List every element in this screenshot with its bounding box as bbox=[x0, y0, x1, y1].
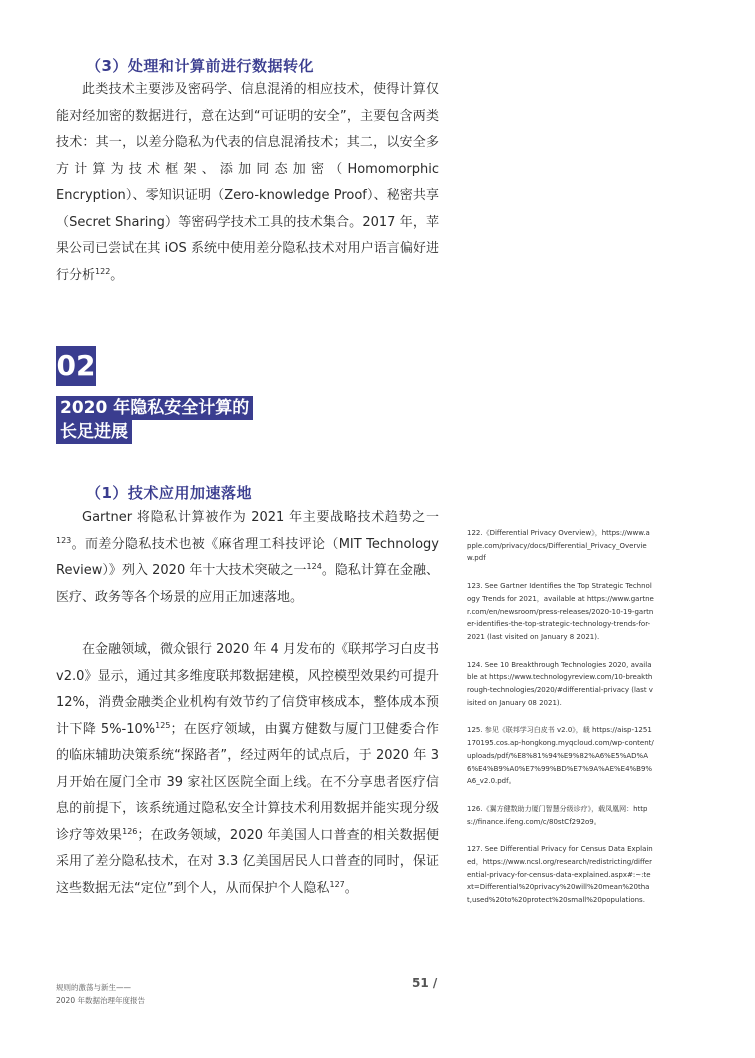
paragraph-text: 。而差分隐私技术也被《麻省理工科技评论（MIT Technology Review）》列入 2020 年十大技术突破之一 bbox=[56, 536, 439, 578]
footnote-127: 127. See Differential Privacy for Census Data Explained，https://www.ncsl.org/research/redistricting/differential-privacy-for-census-data-explained.aspx#:~:text=Differential%20privacy%20will%20mean%20that,used%20to%20protect%20small%20populations. bbox=[467, 845, 653, 905]
footnote-ref[interactable]: 122 bbox=[95, 266, 111, 276]
paragraph-text: ；在政务领域，2020 年美国人口普查的相关数据便采用了差分隐私技术，在对 3.3 亿美国居民人口普查的同时，保证这些数据无法“定位”到个人，从而保护个人隐私 bbox=[56, 827, 439, 896]
paragraph-text: 。隐私计算在金融、医疗、政务等各个场景的应用正加速落地。 bbox=[56, 563, 439, 605]
paragraph-text: 。 bbox=[344, 880, 358, 896]
chapter-title-line: 长足进展 bbox=[56, 420, 132, 444]
footnotes-column bbox=[467, 527, 654, 922]
paragraph-text: 在金融领域，微众银行 2020 年 4 月发布的《联邦学习白皮书 v2.0》显示，通过其多维度联邦数据建模，风控模型效果约可提升 12%，消费金融类企业机构有效节约了信贷审核成本，整体成本预计下降 5%-10% bbox=[56, 642, 439, 737]
footnote-ref[interactable]: 123 bbox=[56, 535, 72, 545]
footnote-122: 122.《Differential Privacy Overview》，https://www.apple.com/privacy/docs/Differential_Privacy_Overview.pdf bbox=[467, 529, 650, 563]
chapter-title bbox=[56, 396, 253, 444]
footnote-124: 124. See 10 Breakthrough Technologies 2020, available at https://www.technologyreview.com/10-breakthrough-technologies/2020/#differential-privacy (last visited on January 08 2021). bbox=[467, 660, 653, 707]
footer-line: 2020 年数据治理年度报告 bbox=[56, 996, 145, 1005]
chapter-number: 02 bbox=[56, 346, 96, 386]
paragraph-text: Gartner 将隐私计算被作为 2021 年主要战略技术趋势之一 bbox=[82, 510, 439, 525]
body-paragraph bbox=[56, 505, 439, 611]
paragraph-text: 。 bbox=[110, 267, 124, 283]
section-heading: （3）处理和计算前进行数据转化 bbox=[86, 57, 314, 75]
footnote-ref[interactable]: 125 bbox=[155, 720, 171, 730]
footnote-ref[interactable]: 126 bbox=[122, 826, 138, 836]
paragraph-text: 此类技术主要涉及密码学、信息混淆的相应技术，使得计算仅能对经加密的数据进行，意在达到“可证明的安全”，主要包含两类技术：其一，以差分隐私为代表的信息混淆技术；其二，以安全多方计算为技术框架、添加同态加密（Homomorphic Encryption）、零知识证明（Zero-knowledge Proof）、秘密共享（Secret Sharing）等密码学技术工具的技术集合。2017 年，苹果公司已尝试在其 iOS 系统中使用差分隐私技术对用户语言偏好进行分析 bbox=[56, 82, 439, 283]
page-number: 51 / bbox=[412, 976, 438, 990]
paragraph-text: ；在医疗领域，由翼方健数与厦门卫健委合作的临床辅助决策系统“探路者”，经过两年的试点后，于 2020 年 3 月开始在厦门全市 39 家社区医院全面上线。在不分享患者医疗信息的前提下，该系统通过隐私安全计算技术利用数据并能实现分级诊疗等效果 bbox=[56, 721, 439, 843]
footnote-126: 126.《翼方健数助力厦门智慧分级诊疗》，载凤凰网：https://finance.ifeng.com/c/80stCf292o9。 bbox=[467, 804, 648, 826]
report-footer bbox=[56, 981, 145, 1007]
footnote-ref[interactable]: 124 bbox=[306, 562, 322, 571]
chapter-title-line: 2020 年隐私安全计算的 bbox=[56, 396, 253, 420]
footnote-ref[interactable]: 127 bbox=[329, 879, 345, 889]
footer-line: 规则的激荡与新生—— bbox=[56, 983, 131, 992]
body-paragraph bbox=[56, 637, 439, 902]
section-paragraph bbox=[56, 77, 439, 289]
footnote-125: 125. 参见《联邦学习白皮书 v2.0》，载 https://aisp-1251170195.cos.ap-hongkong.myqcloud.com/wp-content/uploads/pdf/%E8%81%94%E9%82%A6%E5%AD%A6%E4%B9%A0%E7%99%BD%E7%9A%AE%E4%B9%A6_v2.0.pdf。 bbox=[467, 726, 654, 786]
subsection-heading: （1）技术应用加速落地 bbox=[86, 484, 252, 502]
footnote-123: 123. See Gartner Identifies the Top Strategic Technology Trends for 2021，available at https://www.gartner.com/en/newsroom/press-releases/2020-10-19-gartner-identifies-the-top-strategic-technology-trends-for-2021 (last visited on January 8 2021). bbox=[467, 582, 654, 641]
